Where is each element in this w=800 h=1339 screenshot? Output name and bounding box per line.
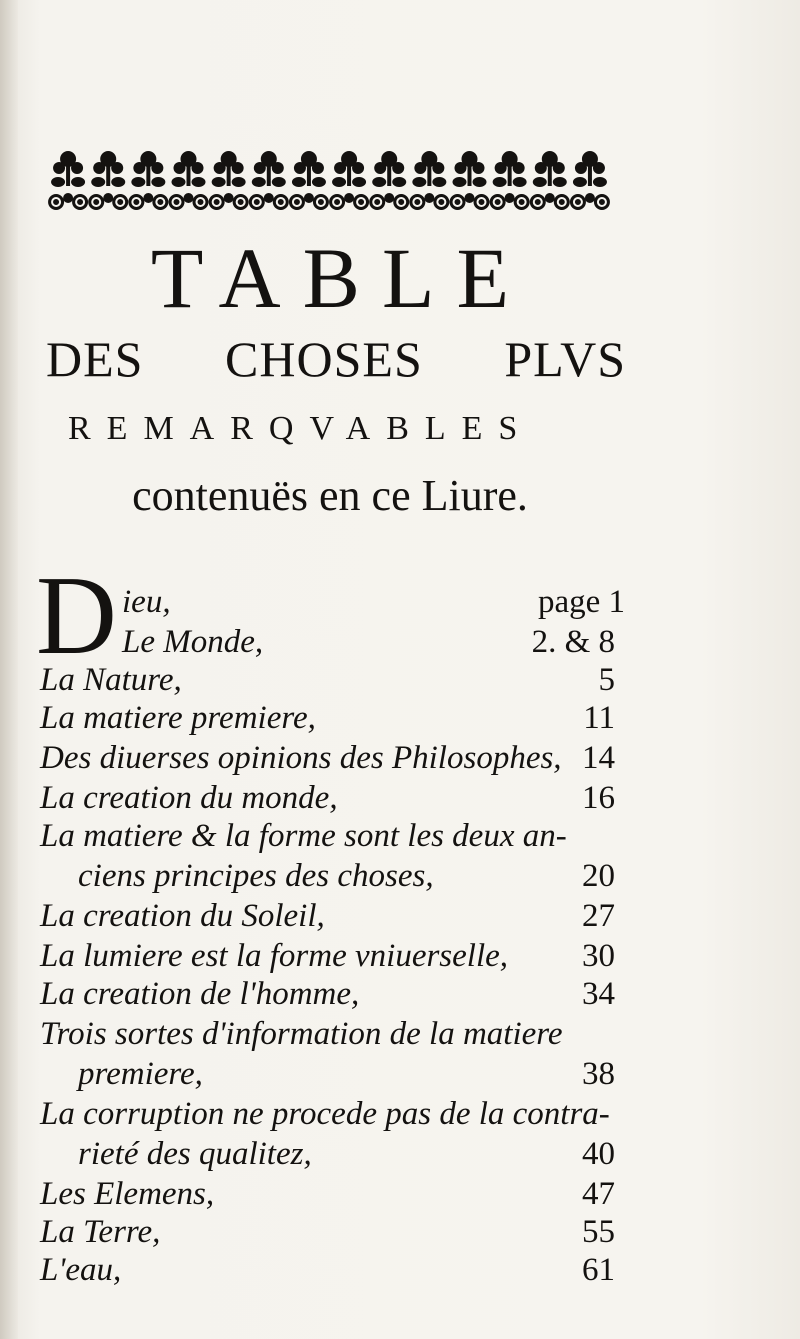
toc-entry-text: La Terre, xyxy=(40,1214,161,1250)
toc-entry-text: L'eau, xyxy=(40,1252,122,1288)
toc-entry-page: 55 xyxy=(582,1214,615,1250)
toc-entry-page: 16 xyxy=(582,780,615,816)
toc-entry-text: Des diuerses opinions des Philosophes, xyxy=(40,740,562,776)
toc-entry-continuation: ciens principes des choses, xyxy=(78,858,434,894)
toc-entry-text: La Nature, xyxy=(40,662,182,698)
toc-entry-page: 14 xyxy=(582,740,615,776)
toc-entry-continuation: rieté des qualitez, xyxy=(78,1136,312,1172)
subtitle-line-2: REMARQVABLES xyxy=(68,410,534,447)
toc-entry-text: Le Monde, xyxy=(122,624,264,660)
toc-entry-page: 2. & 8 xyxy=(531,624,615,660)
drop-cap: D xyxy=(36,554,117,678)
toc-entry-text: La creation du monde, xyxy=(40,780,338,816)
subtitle-line-1: DES CHOSES PLVS xyxy=(46,331,626,387)
toc-entry-text: La matiere & la forme sont les deux an- xyxy=(40,818,567,854)
toc-entry-text: La corruption ne procede pas de la contra- xyxy=(40,1096,610,1132)
subtitle-line-3: contenuës en ce Liure. xyxy=(132,471,528,520)
toc-entry-text: ieu, xyxy=(122,584,171,620)
toc-entry-page: 34 xyxy=(582,976,615,1012)
toc-entry-page: 30 xyxy=(582,938,615,974)
toc-entry-text: La matiere premiere, xyxy=(40,700,316,736)
toc-entry-page: 27 xyxy=(582,898,615,934)
page-title: TABLE xyxy=(150,230,532,326)
toc-entry-text: Les Elemens, xyxy=(40,1176,215,1212)
toc-entry-page: 38 xyxy=(582,1056,615,1092)
toc-entry-page: 40 xyxy=(582,1136,615,1172)
toc-entry-page: 11 xyxy=(583,700,615,736)
toc-entry-page: 47 xyxy=(582,1176,615,1212)
toc-entry-page: 5 xyxy=(598,662,615,698)
toc-entry-text: La creation du Soleil, xyxy=(40,898,325,934)
toc-entry-page: 61 xyxy=(582,1252,615,1288)
toc-entry-continuation: premiere, xyxy=(78,1056,203,1092)
toc-entry-text: La lumiere est la forme vniuerselle, xyxy=(40,938,509,974)
toc-entry-text: La creation de l'homme, xyxy=(40,976,360,1012)
toc-entry-page: page 1 xyxy=(537,584,625,620)
toc-entry-text: Trois sortes d'information de la matiere xyxy=(40,1016,563,1052)
toc-entry-page: 20 xyxy=(582,858,615,894)
